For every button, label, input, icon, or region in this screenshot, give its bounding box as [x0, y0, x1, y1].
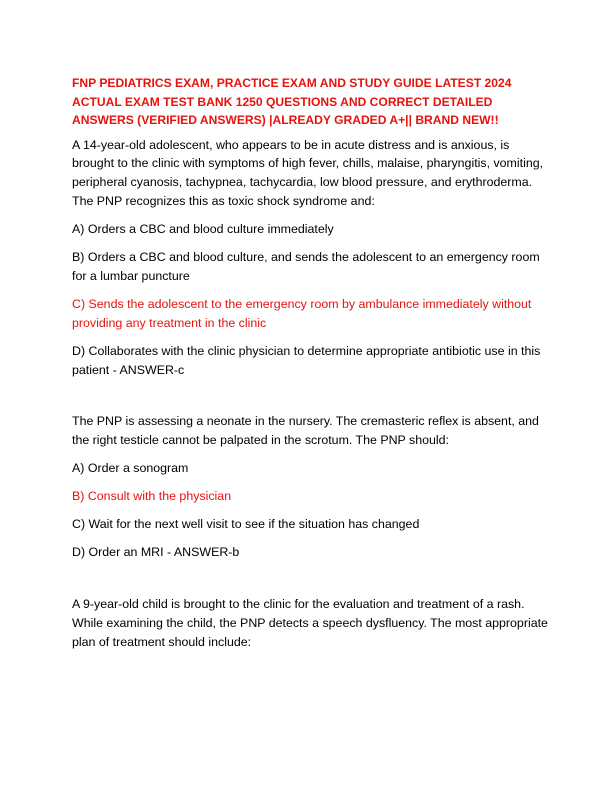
- question-2: [72, 412, 548, 561]
- answer-option: C) Wait for the next well visit to see if the situation has changed: [72, 517, 420, 532]
- answer-option: D) Order an MRI - ANSWER-b: [72, 545, 240, 559]
- document-page: [72, 74, 548, 661]
- question-spacer: [72, 571, 548, 595]
- answer-option: D) Collaborates with the clinic physician to determine appropriate antibiotic use in this patient - ANSWER-c: [72, 343, 541, 377]
- answer-option: A) Orders a CBC and blood culture immediately: [72, 222, 334, 237]
- answer-option: A) Order a sonogram: [72, 461, 189, 476]
- document-title: FNP PEDIATRICS EXAM, PRACTICE EXAM AND STUDY GUIDE LATEST 2024 ACTUAL EXAM TEST BANK 1250 QUESTIONS AND CORRECT DETAILED ANSWERS (VERIFIED ANSWERS) |ALREADY GRADED A+|| BRAND NEW!!: [72, 76, 512, 127]
- question-stem: A 14-year-old adolescent, who appears to be in acute distress and is anxious, is brought to the clinic with symptoms of high fever, chills, malaise, pharyngitis, vomiting, peripheral cyanosis, tachypnea, tachycardia, low blood pressure, and erythroderma. The PNP recognizes this as toxic shock syndrome and:: [72, 137, 544, 209]
- question-stem: The PNP is assessing a neonate in the nursery. The cremasteric reflex is absent, and the right testicle cannot be palpated in the scrotum. The PNP should:: [72, 414, 539, 448]
- correct-answer-option: B) Consult with the physician: [72, 489, 232, 504]
- question-3: [72, 595, 548, 652]
- question-1: [72, 136, 548, 380]
- answer-option: B) Orders a CBC and blood culture, and sends the adolescent to an emergency room for a lumbar puncture: [72, 250, 540, 283]
- question-stem: A 9-year-old child is brought to the clinic for the evaluation and treatment of a rash. While examining the child, the PNP detects a speech dysfluency. The most appropriate plan of treatment should include:: [72, 596, 548, 649]
- correct-answer-option: C) Sends the adolescent to the emergency room by ambulance immediately without providing any treatment in the clinic: [72, 296, 532, 330]
- question-spacer: [72, 388, 548, 412]
